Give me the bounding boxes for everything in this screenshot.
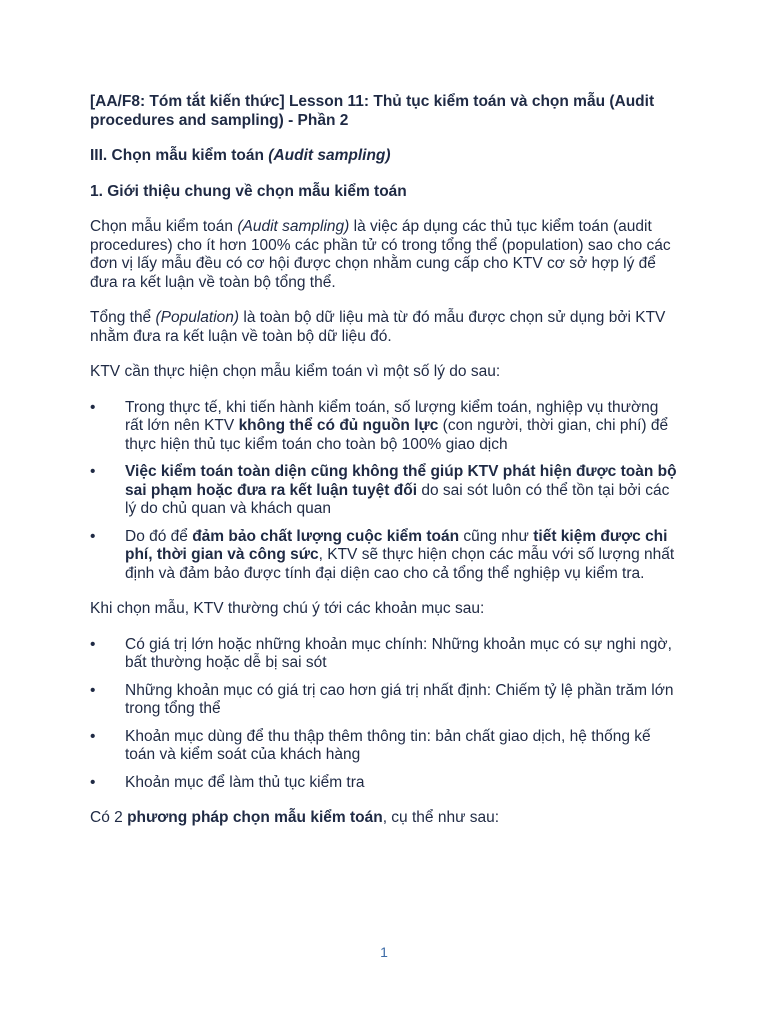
reason3-text-a: Do đó để	[125, 527, 193, 545]
subsection-heading: 1. Giới thiệu chung về chọn mẫu kiểm toán	[90, 182, 407, 200]
paragraph-items-intro: Khi chọn mẫu, KTV thường chú ý tới các khoản mục sau:	[90, 600, 485, 617]
reasons-list	[90, 399, 680, 584]
list-item: • Khoản mục dùng để thu thập thêm thông tin: bản chất giao dịch, hệ thống kế toán và kiểm soát của khách hàng	[90, 728, 680, 765]
list-item: • Khoản mục để làm thủ tục kiểm tra	[90, 774, 680, 793]
para5-text-a: Có 2	[90, 809, 128, 826]
reason3-bold2: tiết kiệm được chi phí, thời gian và công sức	[125, 527, 668, 563]
reason3-bold: đảm bảo chất lượng cuộc kiểm toán	[192, 527, 460, 545]
section-heading	[90, 147, 680, 166]
list-item	[90, 399, 680, 455]
paragraph-audit-sampling-definition	[90, 218, 680, 292]
para5-text-b: , cụ thể như sau:	[382, 809, 500, 826]
reason2-text-b: do sai sót luôn có thể tồn tại bởi các lý do chủ quan và khách quan	[125, 481, 670, 517]
para1-text-b: là việc áp dụng các thủ tục kiểm toán (audit procedures) cho ít hơn 100% các phần tử có trong tổng thể (population) sao cho các đơn vị lấy mẫu đều có cơ hội được chọn nhằm cung cấp cho KTV cơ sở hợp lý để đưa ra kết luận về toàn bộ tổng thể.	[90, 218, 671, 291]
para2-text-a: Tổng thể	[90, 309, 156, 326]
list-item	[90, 528, 680, 584]
paragraph-reasons-intro: KTV cần thực hiện chọn mẫu kiểm toán vì một số lý do sau:	[90, 363, 501, 380]
reason1-text-b: (con người, thời gian, chi phí) để thực hiện thủ tục kiểm toán cho toàn bộ 100% giao dịch	[125, 417, 669, 453]
para1-text-a: Chọn mẫu kiểm toán	[90, 218, 238, 235]
paragraph-methods-intro	[90, 809, 680, 828]
reason1-text-a: Trong thực tế, khi tiến hành kiểm toán, số lượng kiểm toán, nghiệp vụ thường rất lớn nên KTV	[125, 398, 659, 434]
list-item: • Có giá trị lớn hoặc những khoản mục chính: Những khoản mục có sự nghi ngờ, bất thường hoặc dễ bị sai sót	[90, 636, 680, 673]
section-heading-italic: (Audit sampling)	[268, 147, 391, 164]
para5-bold: phương pháp chọn mẫu kiểm toán	[127, 809, 383, 826]
document-title: [AA/F8: Tóm tắt kiến thức] Lesson 11: Thủ tục kiểm toán và chọn mẫu (Audit procedures and sampling) - Phần 2	[90, 93, 655, 129]
para1-italic: (Audit sampling)	[237, 218, 350, 235]
items-list	[90, 636, 680, 793]
list-item	[90, 463, 680, 519]
reason1-bold: không thể có đủ nguồn lực	[238, 417, 439, 434]
para2-italic: (Population)	[155, 309, 240, 326]
para2-text-b: là toàn bộ dữ liệu mà từ đó mẫu được chọn sử dụng bởi KTV nhằm đưa ra kết luận về toàn bộ dữ liệu đó.	[90, 309, 666, 345]
reason3-text-c: , KTV sẽ thực hiện chọn các mẫu với số lượng nhất định và đảm bảo được tính đại diện cao cho cả tổng thể nghiệp vụ kiểm tra.	[125, 546, 675, 582]
paragraph-population-definition	[90, 309, 680, 346]
reason2-bold: Việc kiểm toán toàn diện cũng không thể giúp KTV phát hiện được toàn bộ sai phạm hoặc đưa ra kết luận tuyệt đối	[125, 463, 677, 499]
section-heading-text: III. Chọn mẫu kiểm toán	[90, 147, 269, 164]
page-content	[90, 93, 680, 845]
list-item: • Những khoản mục có giá trị cao hơn giá trị nhất định: Chiếm tỷ lệ phần trăm lớn trong tổng thể	[90, 682, 680, 719]
reason3-text-b: cũng như	[459, 527, 534, 545]
page-number: 1	[380, 944, 388, 960]
